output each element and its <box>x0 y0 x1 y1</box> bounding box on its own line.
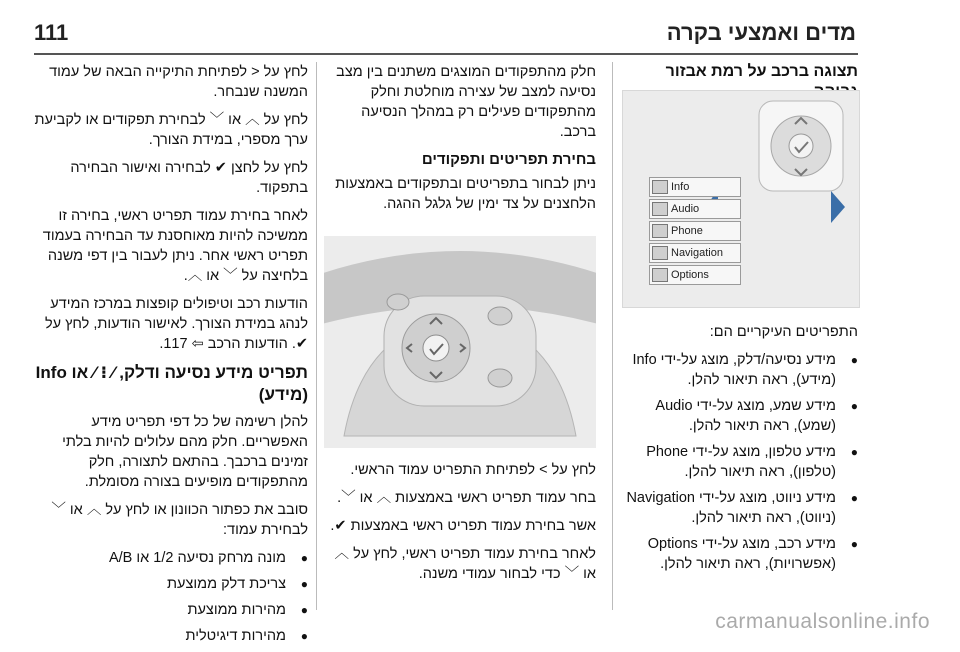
list-item: ● מונה מרחק נסיעה 1/2 או A/B <box>34 548 308 568</box>
column-divider <box>316 62 317 610</box>
watermark: carmanualsonline.info <box>715 610 930 633</box>
left-column <box>34 62 308 652</box>
paragraph: לאחר בחירת עמוד תפריט ראשי, בחירה זו ממשיכה להיות מאוחסנת עד הבחירה בעמוד תפריט ראשי אחר. ניתן לעבור בין דפי משנה בלחיצה על ﹀ או ︿. <box>42 208 308 284</box>
menu-list <box>622 350 858 574</box>
column-divider <box>612 62 613 610</box>
paragraph: לחץ על > לפתיחת התפריט עמוד הראשי. <box>350 462 596 478</box>
arrow-right-icon <box>831 191 845 223</box>
paragraph: בחר עמוד תפריט ראשי באמצעות ︿ או ﹀. <box>337 490 596 506</box>
list-item: ● מידע שמע, מוצג על-ידי Audio (שמע), ראה תיאור להלן. <box>622 396 858 436</box>
list-item: ● מהירות דיגיטלית <box>34 626 308 646</box>
paragraph: ניתן לבחור בתפריטים ובתפקודים באמצעות הלחצנים על צד ימין של גלגל ההגה. <box>335 176 596 212</box>
chapter-title: מדים ואמצעי בקרה <box>666 20 856 45</box>
section-heading: בחירת תפריטים ותפקודים <box>421 151 596 168</box>
list-item: ● מידע טלפון, מוצג על-ידי Phone (טלפון), ראה תיאור להלן. <box>622 442 858 482</box>
list-item: ● מידע ניווט, מוצג על-ידי Navigation (ניווט), ראה תיאור להלן. <box>622 488 858 528</box>
display-illustration <box>622 90 860 308</box>
menu-item-options: Options <box>649 265 741 285</box>
steering-wheel-illustration <box>324 236 596 448</box>
paragraph: להלן רשימה של כל דפי תפריט מידע האפשריים. חלק מהם עלולים להיות בלתי זמינים ברכבך. בהתאם לתצורה, חלק מהתפקודים מופיעים בצורה מסומלת. <box>62 414 308 490</box>
page-header <box>0 0 960 54</box>
menu-item-info: Info <box>649 177 741 197</box>
page-list <box>34 548 308 646</box>
paragraph: סובב את כפתור הכוונון או לחץ על ︿ או ﹀ לבחירת עמוד: <box>51 502 308 538</box>
paragraph: לחץ על < לפתיחת התיקייה הבאה של עמוד המשנה שנבחר. <box>49 64 308 100</box>
steering-wheel-icon <box>324 236 596 448</box>
list-item: ● מידע רכב, מוצג על-ידי Options (אפשרויות), ראה תיאור להלן. <box>622 534 858 574</box>
list-item: ● מהירות ממוצעת <box>34 600 308 620</box>
menu-item-audio: Audio <box>649 199 741 219</box>
page-number: 111 <box>34 20 69 45</box>
paragraph: לחץ על לחצן ✔ לבחירה ואישור הבחירה בתפקוד. <box>70 160 308 196</box>
menu-item-navigation: Navigation <box>649 243 741 263</box>
right-column-list <box>622 322 858 580</box>
list-item: ● מידע נסיעה/דלק, מוצג על-ידי Info (מידע), ראה תיאור להלן. <box>622 350 858 390</box>
paragraph: לחץ על ︿ או ﹀ לבחירת תפקודים או לקביעת ערך מספרי, במידת הצורך. <box>34 112 308 148</box>
middle-column-bottom <box>324 460 596 592</box>
list-item: ● צריכת דלק ממוצעת <box>34 574 308 594</box>
header-rule <box>34 53 858 55</box>
menu-item-phone: Phone <box>649 221 741 241</box>
intro-text: התפריטים העיקריים הם: <box>709 324 858 340</box>
section-title: תצוגה ברכב על רמת אבזור <box>665 63 858 80</box>
paragraph: הודעות רכב וטיפולים קופצות במרכז המידע לנהג במידת הצורך. לאישור הודעות, לחץ על ✔. הודעות הרכב ⇦ 117. <box>44 296 308 352</box>
paragraph: חלק מהתפקודים המוצגים משתנים בין מצב נסיעה למצב של עצירה מוחלטת וחלק מהתפקודים פעילים רק במהלך הנסיעה ברכב. <box>336 64 596 140</box>
section-heading: תפריט מידע נסיעה ודלק, ⁄ ⁝ ⁄ או Info (מידע) <box>35 363 308 404</box>
paragraph: אשר בחירת עמוד תפריט ראשי באמצעות ✔. <box>330 518 596 534</box>
paragraph: לאחר בחירת עמוד תפריט ראשי, לחץ על ︿ או ﹀ כדי לבחור עמודי משנה. <box>334 546 596 582</box>
middle-column-top <box>324 62 596 222</box>
